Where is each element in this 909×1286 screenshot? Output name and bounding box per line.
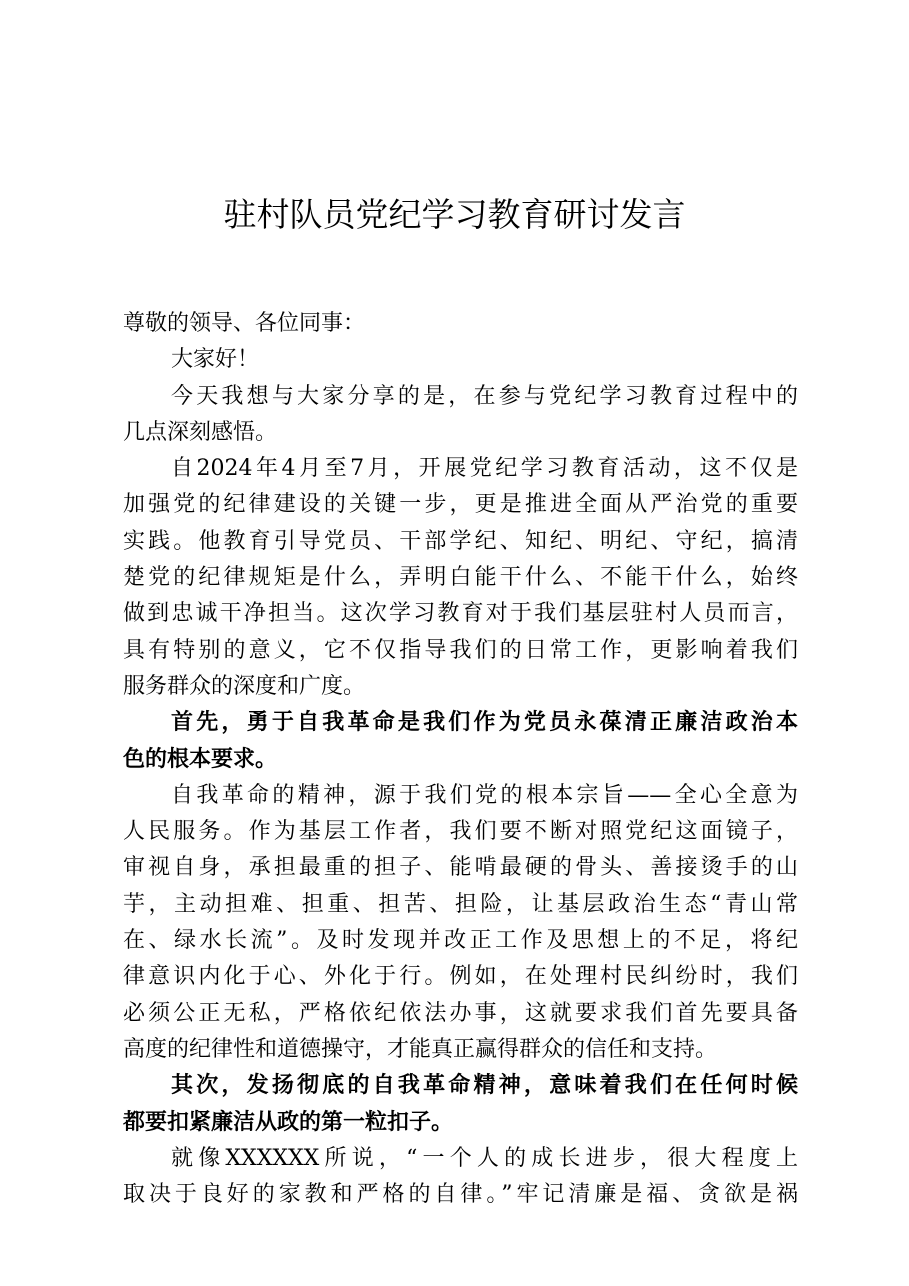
paragraph-line: 取决于良好的家教和严格的自律。”牢记清廉是福、贪欲是祸 [123, 1182, 798, 1208]
document-body [123, 306, 798, 1213]
paragraph-line: 律意识内化于心、外化于行。例如，在处理村民纠纷时，我们 [123, 964, 798, 990]
section-heading-line: 其次，发扬彻底的自我革命精神，意味着我们在任何时候 [171, 1073, 798, 1099]
document-title: 驻村队员党纪学习教育研讨发言 [223, 195, 686, 234]
section-heading-line: 首先，勇于自我革命是我们作为党员永葆清正廉洁政治本 [171, 710, 798, 736]
paragraph-line: 服务群众的深度和广度。 [123, 673, 366, 699]
paragraph-line: 自我革命的精神，源于我们党的根本宗旨——全心全意为 [171, 782, 798, 808]
paragraph-line: 今天我想与大家分享的是，在参与党纪学习教育过程中的 [171, 383, 798, 409]
paragraph-line: 审视自身，承担最重的担子、能啃最硬的骨头、善接烫手的山 [123, 855, 798, 881]
paragraph-line: 在、绿水长流”。及时发现并改正工作及思想上的不足，将纪 [123, 928, 798, 954]
salutation: 尊敬的领导、各位同事： [123, 311, 366, 336]
section-heading-line: 都要扣紧廉洁从政的第一粒扣子。 [123, 1109, 454, 1135]
paragraph-line: 加强党的纪律建设的关键一步，更是推进全面从严治党的重要 [123, 492, 798, 518]
greeting: 大家好！ [171, 347, 260, 373]
paragraph-line: 实践。他教育引导党员、干部学纪、知纪、明纪、守纪，搞清 [123, 528, 798, 554]
paragraph-line: 就像XXXXXX所说，“一个人的成长进步，很大程度上 [171, 1145, 798, 1171]
paragraph-line: 几点深刻感悟。 [123, 419, 278, 445]
paragraph-line: 人民服务。作为基层工作者，我们要不断对照党纪这面镜子， [123, 819, 798, 845]
paragraph-line: 做到忠诚干净担当。这次学习教育对于我们基层驻村人员而言， [123, 601, 798, 627]
paragraph-line: 具有特别的意义，它不仅指导我们的日常工作，更影响着我们 [123, 637, 798, 663]
paragraph-line: 芋，主动担难、担重、担苦、担险，让基层政治生态“青山常 [123, 891, 798, 917]
paragraph-line: 高度的纪律性和道德操守，才能真正赢得群众的信任和支持。 [123, 1036, 718, 1062]
section-heading-line: 色的根本要求。 [123, 746, 278, 772]
paragraph-line: 自2024年4月至7月，开展党纪学习教育活动，这不仅是 [171, 456, 798, 482]
paragraph-line: 必须公正无私，严格依纪依法办事，这就要求我们首先要具备 [123, 1000, 798, 1026]
paragraph-line: 楚党的纪律规矩是什么，弄明白能干什么、不能干什么，始终 [123, 565, 798, 591]
